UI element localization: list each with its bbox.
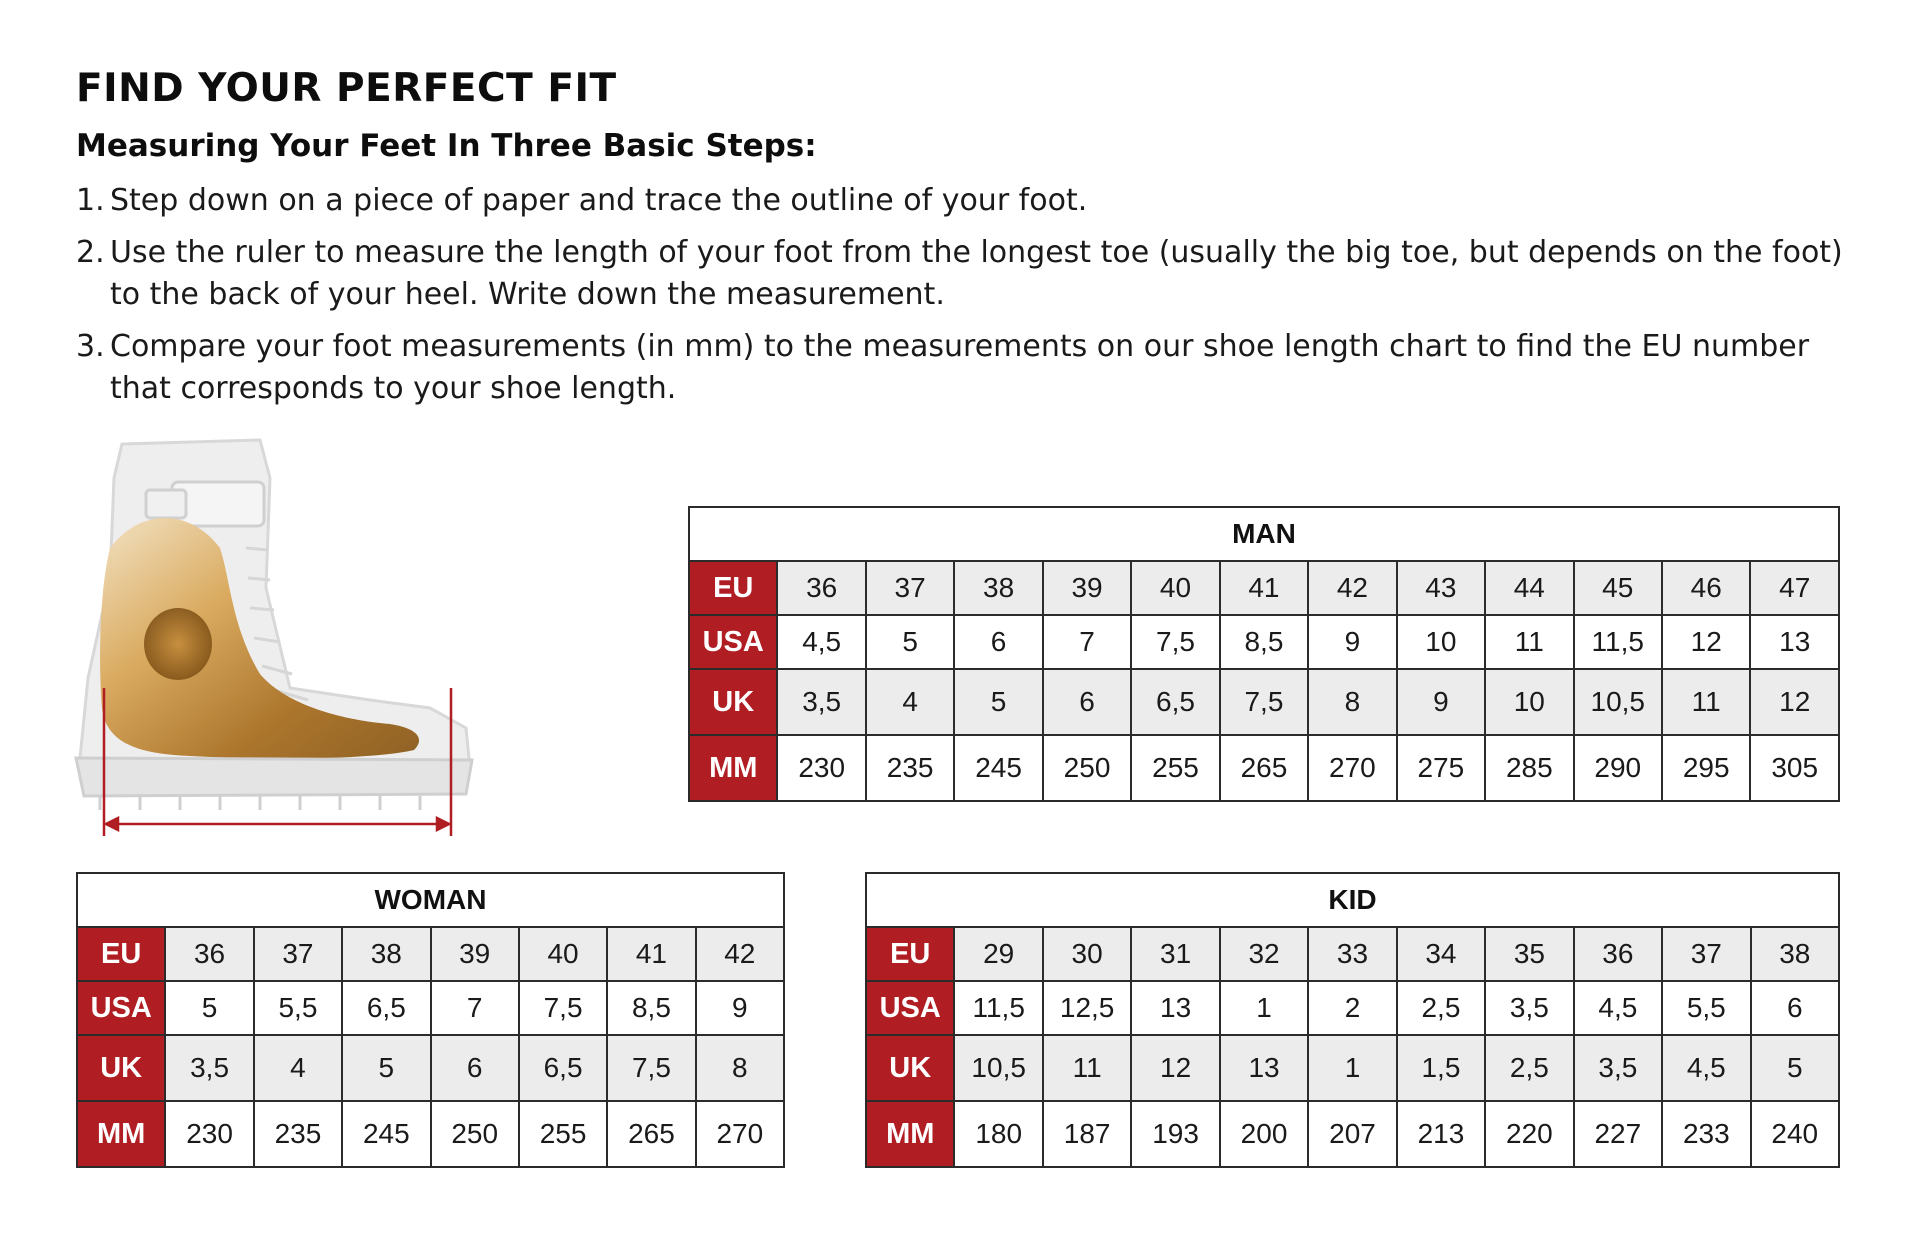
size-cell: 8,5 (607, 981, 695, 1035)
size-cell: 1 (1220, 981, 1308, 1035)
size-cell: 1 (1308, 1035, 1396, 1101)
size-cell: 11 (1043, 1035, 1131, 1101)
table-title: WOMAN (77, 873, 784, 927)
size-cell: 245 (342, 1101, 430, 1167)
size-cell: 13 (1750, 615, 1839, 669)
table-row (866, 1035, 1839, 1101)
size-cell: 10,5 (1574, 669, 1662, 735)
size-cell: 39 (431, 927, 519, 981)
row-label-eu: EU (866, 927, 954, 981)
man-size-table-body (689, 507, 1839, 801)
size-cell: 207 (1308, 1101, 1396, 1167)
size-cell: 227 (1574, 1101, 1662, 1167)
size-cell: 5 (866, 615, 954, 669)
size-cell: 10 (1485, 669, 1573, 735)
size-cell: 275 (1397, 735, 1485, 801)
size-cell: 230 (777, 735, 865, 801)
woman-size-table-body (77, 873, 784, 1167)
row-label-usa: USA (77, 981, 165, 1035)
table-row (689, 615, 1839, 669)
size-cell: 230 (165, 1101, 253, 1167)
size-cell: 5 (342, 1035, 430, 1101)
man-size-table (688, 506, 1840, 802)
size-cell: 40 (519, 927, 607, 981)
size-cell: 40 (1131, 561, 1219, 615)
size-cell: 8 (1308, 669, 1396, 735)
page-title: FIND YOUR PERFECT FIT (76, 66, 617, 111)
size-cell: 41 (1220, 561, 1308, 615)
size-cell: 2 (1308, 981, 1396, 1035)
size-cell: 39 (1043, 561, 1131, 615)
man-title-row (689, 507, 1839, 561)
size-cell: 12,5 (1043, 981, 1131, 1035)
size-cell: 255 (1131, 735, 1219, 801)
step-number: 2. (76, 235, 105, 270)
size-cell: 7,5 (519, 981, 607, 1035)
step-number: 3. (76, 329, 105, 364)
size-cell: 6,5 (1131, 669, 1219, 735)
steps-list (76, 180, 1856, 420)
size-cell: 43 (1397, 561, 1485, 615)
boot-with-foot-icon (70, 438, 490, 838)
row-label-mm: MM (77, 1101, 165, 1167)
size-cell: 29 (954, 927, 1042, 981)
size-cell: 6 (1043, 669, 1131, 735)
step-number: 1. (76, 183, 105, 218)
table-row (77, 981, 784, 1035)
size-cell: 11 (1485, 615, 1573, 669)
step-item (76, 232, 1856, 316)
row-label-uk: UK (77, 1035, 165, 1101)
row-label-mm: MM (689, 735, 777, 801)
size-cell: 270 (696, 1101, 784, 1167)
size-cell: 38 (1751, 927, 1839, 981)
kid-title-row (866, 873, 1839, 927)
size-cell: 6 (431, 1035, 519, 1101)
table-row (689, 561, 1839, 615)
size-cell: 12 (1662, 615, 1750, 669)
size-cell: 187 (1043, 1101, 1131, 1167)
size-cell: 200 (1220, 1101, 1308, 1167)
size-cell: 4,5 (1662, 1035, 1750, 1101)
size-cell: 42 (696, 927, 784, 981)
step-item (76, 180, 1856, 222)
size-cell: 2,5 (1397, 981, 1485, 1035)
size-cell: 233 (1662, 1101, 1750, 1167)
size-cell: 3,5 (165, 1035, 253, 1101)
size-cell: 9 (1308, 615, 1396, 669)
size-cell: 30 (1043, 927, 1131, 981)
size-cell: 3,5 (1485, 981, 1573, 1035)
kid-size-table (865, 872, 1840, 1168)
size-cell: 250 (1043, 735, 1131, 801)
row-label-eu: EU (689, 561, 777, 615)
step-text: Compare your foot measurements (in mm) to the measurements on our shoe length chart to find the EU number that corresponds to your shoe length. (110, 329, 1810, 406)
size-cell: 8,5 (1220, 615, 1308, 669)
size-cell: 46 (1662, 561, 1750, 615)
size-cell: 4 (866, 669, 954, 735)
size-cell: 8 (696, 1035, 784, 1101)
size-cell: 7 (1043, 615, 1131, 669)
woman-size-table (76, 872, 785, 1168)
size-cell: 193 (1131, 1101, 1219, 1167)
size-cell: 33 (1308, 927, 1396, 981)
size-cell: 5,5 (1662, 981, 1750, 1035)
size-cell: 9 (696, 981, 784, 1035)
size-cell: 3,5 (1574, 1035, 1662, 1101)
size-cell: 7,5 (1131, 615, 1219, 669)
size-cell: 5,5 (254, 981, 342, 1035)
size-cell: 240 (1751, 1101, 1839, 1167)
size-cell: 35 (1485, 927, 1573, 981)
size-cell: 36 (165, 927, 253, 981)
size-cell: 47 (1750, 561, 1839, 615)
size-cell: 4,5 (777, 615, 865, 669)
size-cell: 42 (1308, 561, 1396, 615)
row-label-uk: UK (866, 1035, 954, 1101)
row-label-eu: EU (77, 927, 165, 981)
size-cell: 38 (342, 927, 430, 981)
size-cell: 11 (1662, 669, 1750, 735)
size-cell: 31 (1131, 927, 1219, 981)
size-cell: 10 (1397, 615, 1485, 669)
size-cell: 295 (1662, 735, 1750, 801)
size-cell: 44 (1485, 561, 1573, 615)
size-cell: 5 (1751, 1035, 1839, 1101)
size-cell: 285 (1485, 735, 1573, 801)
size-cell: 12 (1750, 669, 1839, 735)
size-cell: 5 (165, 981, 253, 1035)
size-cell: 45 (1574, 561, 1662, 615)
step-text: Use the ruler to measure the length of your foot from the longest toe (usually the big toe, but depends on the foot) to the back of your heel. Write down the measurement. (110, 235, 1843, 312)
size-cell: 37 (1662, 927, 1750, 981)
size-cell: 9 (1397, 669, 1485, 735)
size-cell: 12 (1131, 1035, 1219, 1101)
size-cell: 2,5 (1485, 1035, 1573, 1101)
table-row (689, 735, 1839, 801)
size-cell: 41 (607, 927, 695, 981)
kid-size-table-body (866, 873, 1839, 1167)
table-row (77, 927, 784, 981)
table-row (689, 669, 1839, 735)
size-cell: 11,5 (1574, 615, 1662, 669)
size-cell: 213 (1397, 1101, 1485, 1167)
size-cell: 255 (519, 1101, 607, 1167)
size-cell: 250 (431, 1101, 519, 1167)
step-text: Step down on a piece of paper and trace the outline of your foot. (110, 183, 1088, 218)
size-cell: 4,5 (1574, 981, 1662, 1035)
size-cell: 290 (1574, 735, 1662, 801)
size-cell: 7,5 (1220, 669, 1308, 735)
size-cell: 265 (607, 1101, 695, 1167)
size-cell: 7 (431, 981, 519, 1035)
table-row (866, 927, 1839, 981)
size-cell: 235 (254, 1101, 342, 1167)
row-label-uk: UK (689, 669, 777, 735)
size-cell: 13 (1220, 1035, 1308, 1101)
size-cell: 1,5 (1397, 1035, 1485, 1101)
size-cell: 3,5 (777, 669, 865, 735)
size-cell: 37 (254, 927, 342, 981)
size-cell: 37 (866, 561, 954, 615)
steps-heading: Measuring Your Feet In Three Basic Steps: (76, 128, 817, 164)
size-cell: 38 (954, 561, 1042, 615)
size-cell: 6,5 (342, 981, 430, 1035)
size-cell: 6,5 (519, 1035, 607, 1101)
size-cell: 10,5 (954, 1035, 1042, 1101)
size-cell: 235 (866, 735, 954, 801)
step-item (76, 326, 1856, 410)
size-cell: 13 (1131, 981, 1219, 1035)
table-row (866, 1101, 1839, 1167)
woman-title-row (77, 873, 784, 927)
size-cell: 270 (1308, 735, 1396, 801)
size-cell: 4 (254, 1035, 342, 1101)
table-title: KID (866, 873, 1839, 927)
size-cell: 34 (1397, 927, 1485, 981)
size-cell: 6 (954, 615, 1042, 669)
size-cell: 5 (954, 669, 1042, 735)
size-cell: 245 (954, 735, 1042, 801)
row-label-usa: USA (866, 981, 954, 1035)
table-row (77, 1035, 784, 1101)
row-label-mm: MM (866, 1101, 954, 1167)
size-cell: 6 (1751, 981, 1839, 1035)
size-cell: 32 (1220, 927, 1308, 981)
size-cell: 180 (954, 1101, 1042, 1167)
size-cell: 36 (777, 561, 865, 615)
size-cell: 11,5 (954, 981, 1042, 1035)
size-cell: 7,5 (607, 1035, 695, 1101)
size-cell: 220 (1485, 1101, 1573, 1167)
row-label-usa: USA (689, 615, 777, 669)
size-cell: 265 (1220, 735, 1308, 801)
table-title: MAN (689, 507, 1839, 561)
size-cell: 36 (1574, 927, 1662, 981)
table-row (77, 1101, 784, 1167)
size-cell: 305 (1750, 735, 1839, 801)
table-row (866, 981, 1839, 1035)
